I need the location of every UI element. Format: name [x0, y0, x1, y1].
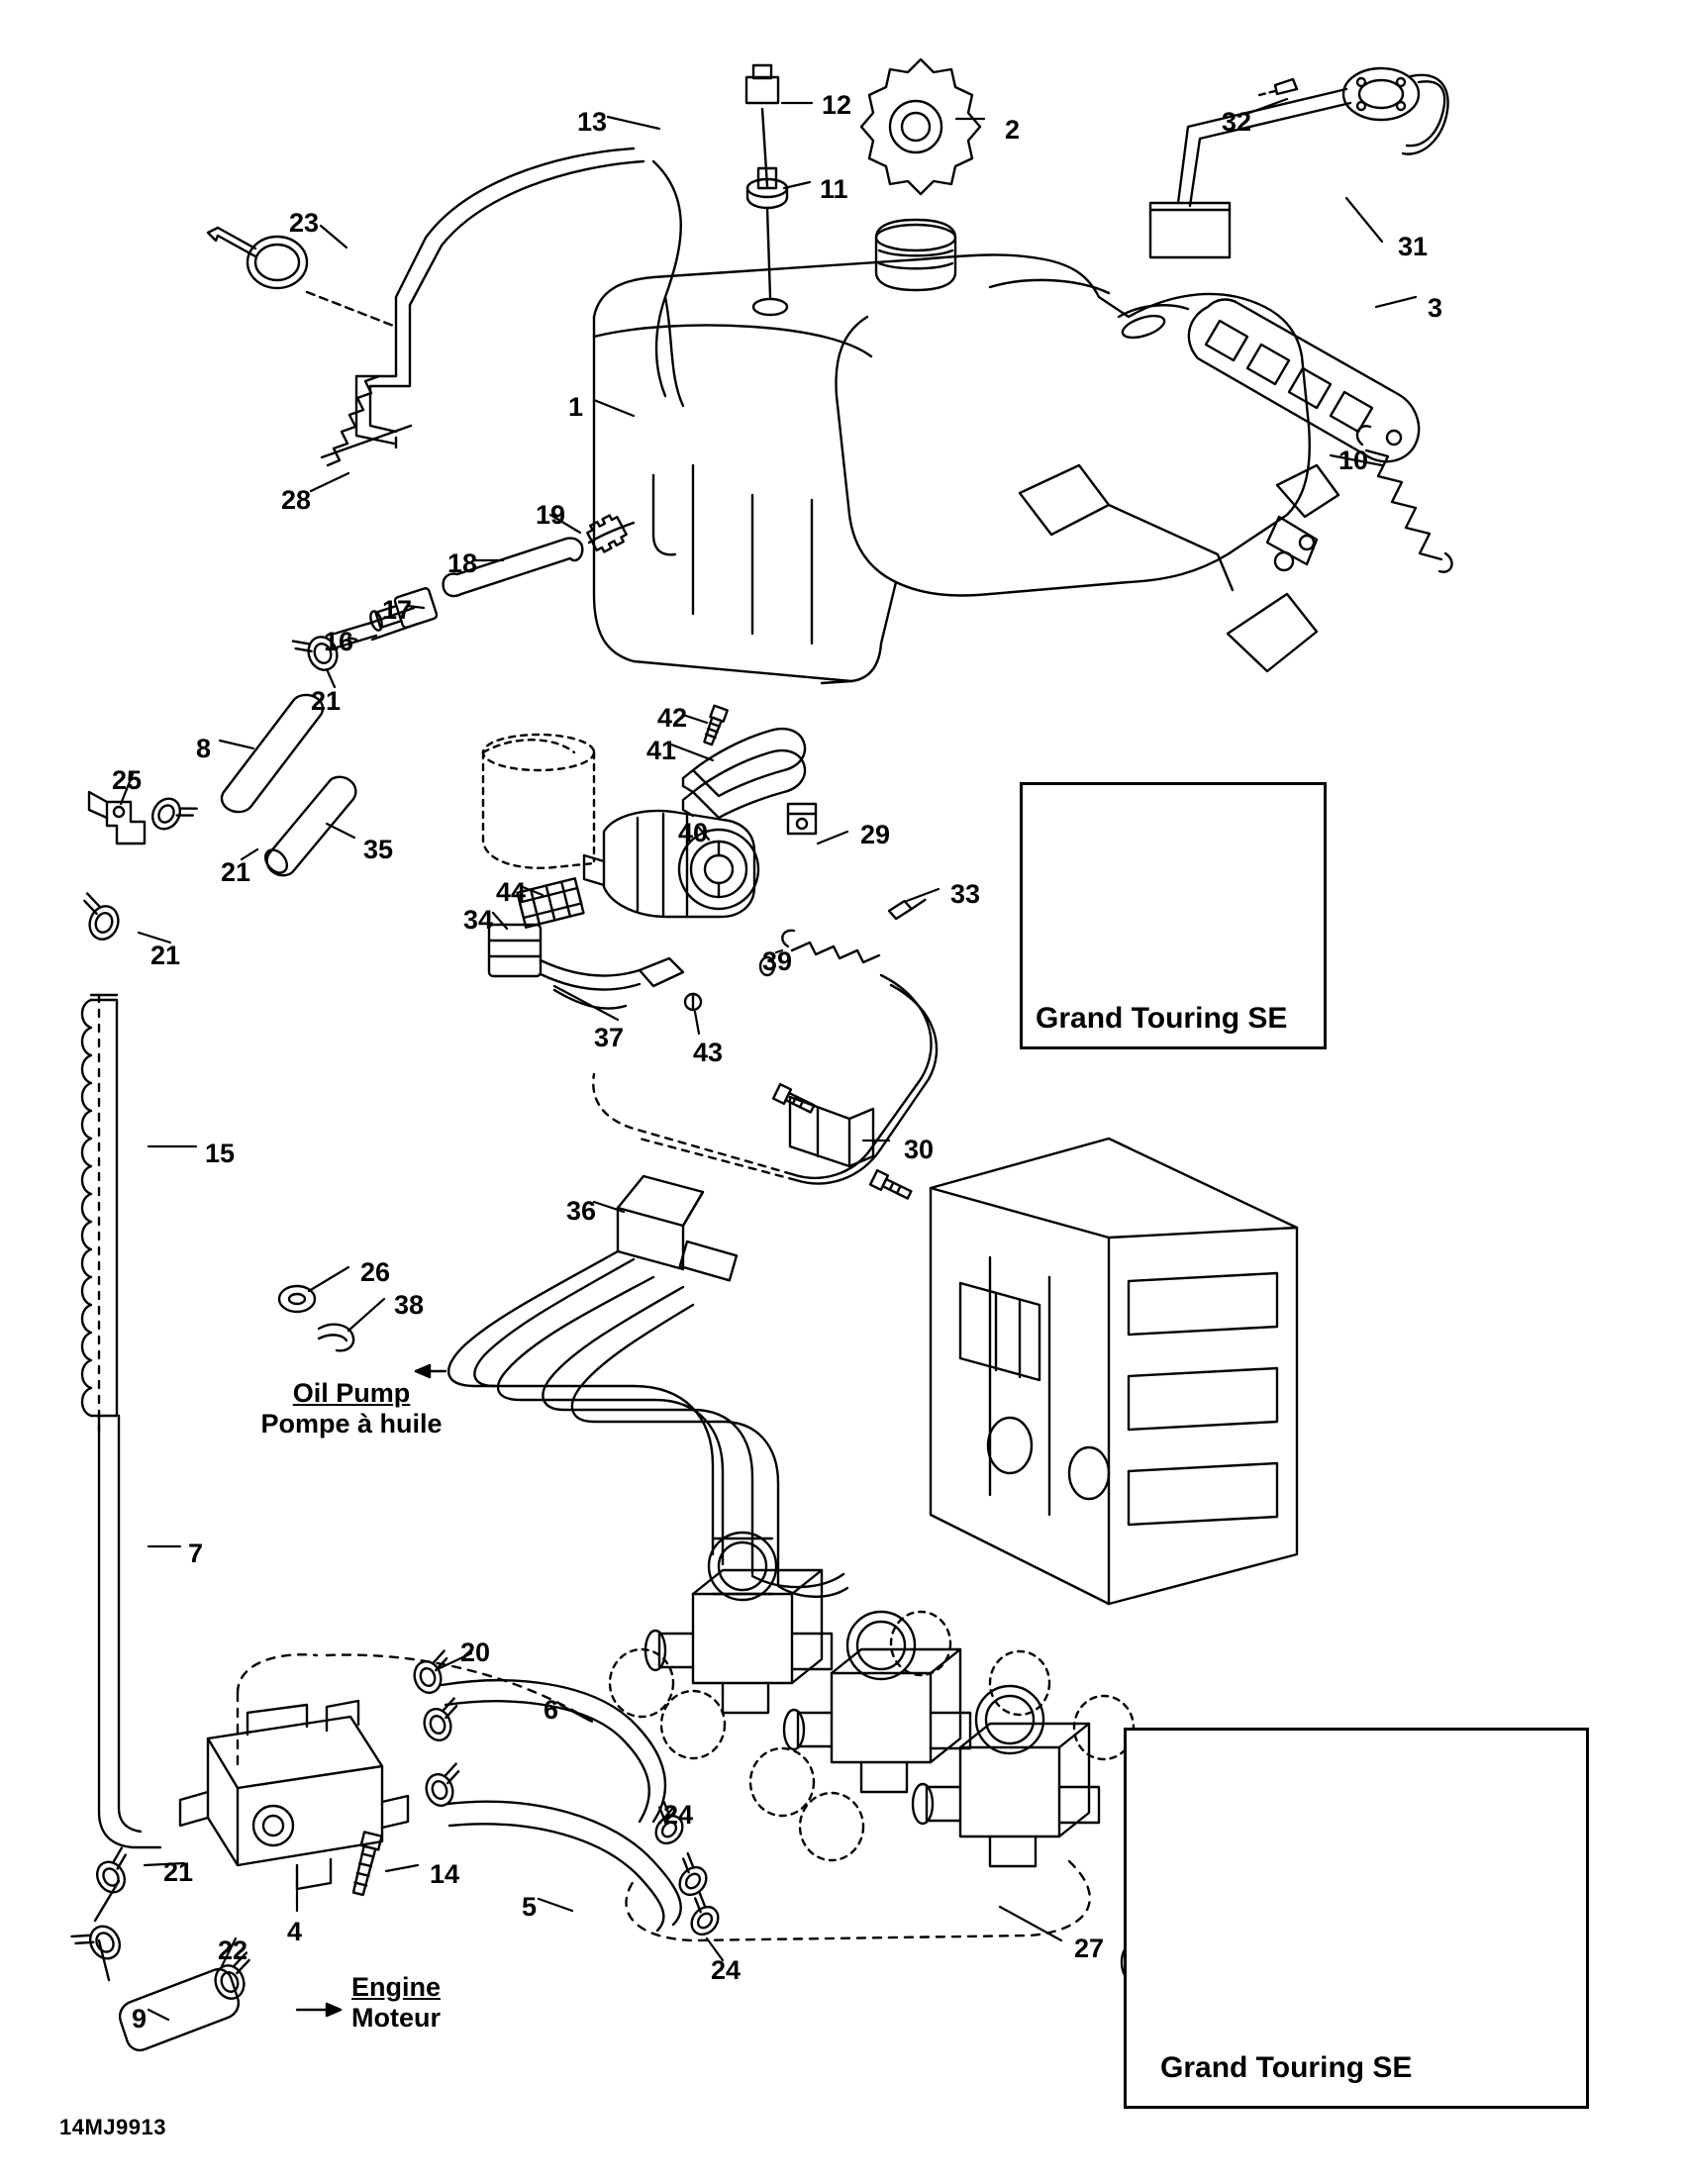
callout-5: 5	[522, 1892, 538, 1922]
callout-1: 1	[568, 392, 584, 422]
drawing-code: 14MJ9913	[59, 2115, 166, 2139]
callout-9: 9	[132, 2004, 148, 2034]
callout-26: 26	[360, 1257, 391, 1287]
callout-33: 33	[950, 879, 981, 909]
callout-2: 2	[1005, 115, 1021, 145]
callout-30: 30	[904, 1135, 935, 1164]
callout-25: 25	[112, 765, 143, 795]
callout-32: 32	[1222, 107, 1252, 137]
callout-35: 35	[363, 835, 394, 864]
callout-21-c: 21	[150, 941, 181, 970]
callout-17: 17	[382, 595, 413, 625]
callout-6: 6	[544, 1695, 559, 1725]
callout-12: 12	[822, 90, 852, 120]
callout-13: 13	[577, 107, 608, 137]
callout-24-b: 24	[711, 1955, 742, 1985]
caption-engine-en: Engine	[350, 1972, 441, 2002]
callout-27-main: 27	[1074, 1934, 1105, 1963]
callout-14: 14	[430, 1859, 460, 1889]
callout-23: 23	[289, 208, 320, 238]
callout-3: 3	[1428, 293, 1443, 323]
callout-11: 11	[820, 174, 848, 204]
callout-34: 34	[463, 905, 494, 935]
callout-37: 37	[594, 1023, 625, 1052]
callout-39: 39	[762, 946, 793, 976]
callout-20: 20	[460, 1638, 491, 1667]
callout-24-a: 24	[663, 1800, 694, 1830]
callout-16: 16	[324, 627, 354, 656]
callout-18: 18	[447, 548, 478, 578]
callout-7: 7	[188, 1539, 204, 1568]
caption-oil-pump-en: Oil Pump	[292, 1378, 411, 1408]
callout-44: 44	[496, 877, 527, 907]
callout-29: 29	[860, 820, 891, 849]
callout-19: 19	[536, 500, 566, 530]
callout-22: 22	[218, 1936, 248, 1965]
callout-36: 36	[566, 1196, 597, 1226]
inset-title-grand-touring-se-bottom: Grand Touring SE	[1160, 2051, 1413, 2084]
callout-42-a: 42	[657, 703, 688, 733]
callout-21-d: 21	[163, 1857, 194, 1887]
callout-4: 4	[287, 1917, 303, 1946]
callout-40: 40	[678, 818, 709, 847]
callout-41-a: 41	[646, 736, 677, 765]
callout-28: 28	[281, 485, 312, 515]
callout-31: 31	[1398, 232, 1429, 261]
callout-8: 8	[196, 734, 212, 763]
callout-21-b: 21	[221, 857, 251, 887]
callout-43: 43	[693, 1038, 724, 1067]
caption-oil-pump-fr: Pompe à huile	[260, 1409, 443, 1439]
callout-10: 10	[1338, 446, 1369, 475]
inset-title-grand-touring-se-top: Grand Touring SE	[1036, 1002, 1288, 1035]
callout-21-a: 21	[311, 686, 342, 716]
caption-oil-pump	[252, 1378, 450, 1439]
callout-15: 15	[205, 1139, 236, 1168]
callout-38: 38	[394, 1290, 425, 1320]
caption-engine	[317, 1972, 475, 2034]
caption-engine-fr: Moteur	[351, 2003, 441, 2034]
